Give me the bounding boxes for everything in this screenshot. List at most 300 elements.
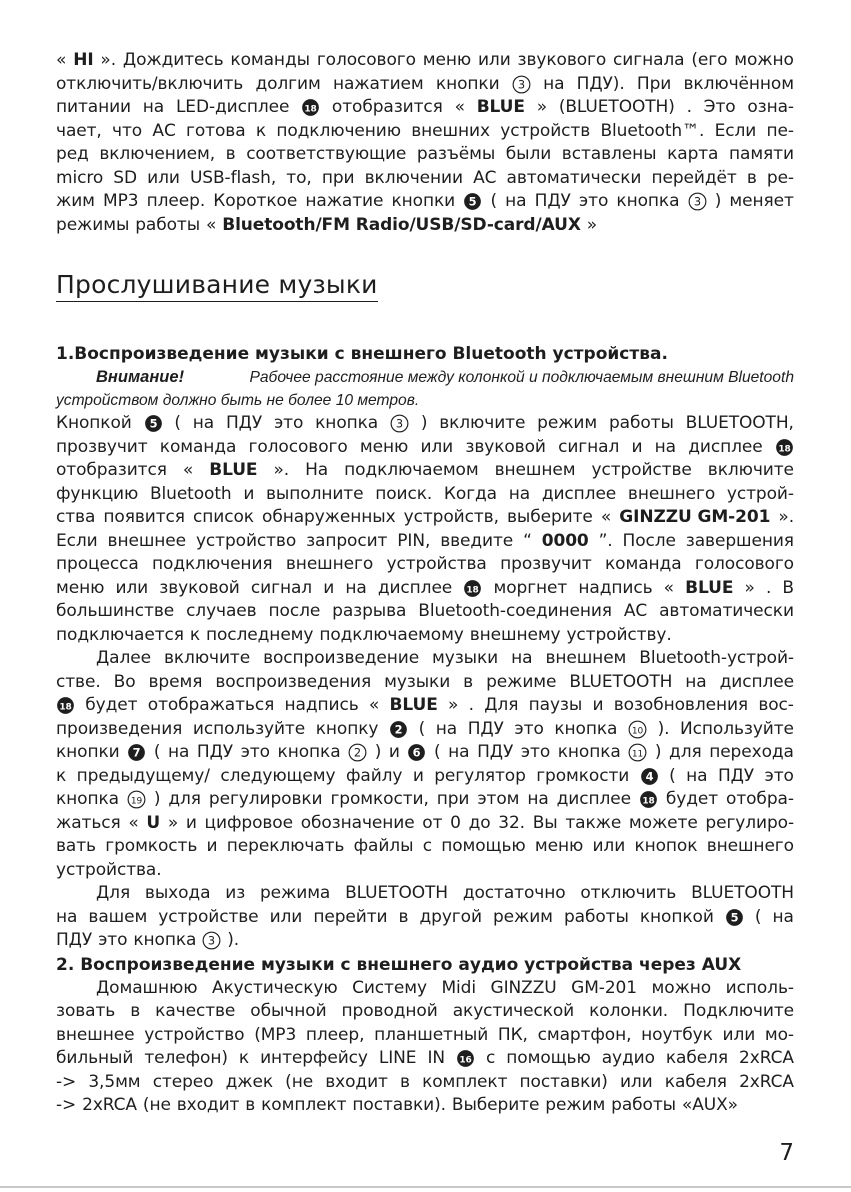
word: (не bbox=[142, 1095, 171, 1115]
word: регулиро- bbox=[705, 812, 794, 833]
word: внешнему bbox=[469, 624, 561, 645]
page-number: 7 bbox=[779, 1140, 794, 1166]
word: Bluetooth™. bbox=[600, 120, 705, 141]
filled-circle-number-icon bbox=[127, 743, 146, 762]
word: акустической bbox=[452, 1001, 575, 1021]
word: это bbox=[98, 930, 128, 950]
filled-circle-number-icon bbox=[463, 192, 482, 211]
word: включением, bbox=[99, 144, 216, 164]
word: стве. bbox=[56, 671, 101, 692]
word: ПДУ bbox=[477, 742, 514, 762]
word: ПДУ bbox=[467, 718, 504, 739]
word: или bbox=[619, 1071, 653, 1092]
word: это bbox=[514, 718, 544, 739]
circle-number-text: 3 bbox=[395, 416, 404, 431]
outlined-circle-number-icon bbox=[390, 414, 409, 433]
warning-text-line2: устройством должно быть не более 10 метров. bbox=[56, 392, 420, 409]
word: перехода bbox=[709, 742, 794, 762]
word: нажатием bbox=[332, 73, 424, 94]
word: команды bbox=[230, 50, 310, 70]
word: сигнал bbox=[250, 577, 313, 598]
word: отобразится bbox=[56, 460, 167, 480]
word: большинстве bbox=[56, 601, 175, 621]
word: голосового bbox=[316, 50, 416, 70]
word: Midi bbox=[441, 977, 476, 998]
word: памяти bbox=[729, 144, 794, 164]
word: это bbox=[578, 191, 609, 211]
word: на bbox=[511, 648, 533, 668]
word: громкость bbox=[105, 836, 198, 856]
word: этом bbox=[477, 789, 520, 809]
word: 2xRCA bbox=[82, 1095, 137, 1115]
text-line bbox=[56, 49, 794, 73]
word: произведения bbox=[56, 718, 183, 739]
word: устройство bbox=[144, 1024, 245, 1045]
word: голосового bbox=[248, 436, 348, 457]
word: ». bbox=[273, 460, 290, 480]
outlined-circle-number-icon bbox=[512, 75, 531, 94]
bluetooth-paragraph-3 bbox=[56, 882, 794, 953]
text-line bbox=[56, 929, 794, 953]
word: прозвучит bbox=[500, 554, 592, 574]
word: ства bbox=[56, 507, 96, 527]
word: Короткое bbox=[213, 191, 298, 211]
word: то, bbox=[286, 167, 312, 188]
bottom-divider bbox=[0, 1186, 851, 1188]
filled-circle-number-icon bbox=[407, 743, 426, 762]
section-heading bbox=[56, 237, 794, 302]
text-line bbox=[56, 694, 794, 718]
word: смартфон, bbox=[537, 1024, 632, 1045]
circle-number-text: 18 bbox=[642, 796, 655, 807]
word: на bbox=[56, 906, 78, 927]
word: Домашнюю bbox=[96, 977, 198, 998]
word: дисплее bbox=[688, 436, 763, 457]
word: процесса bbox=[56, 554, 139, 574]
word: предыдущему/ bbox=[76, 765, 210, 786]
word: « bbox=[56, 50, 67, 70]
word: BLUETOOTH, bbox=[685, 413, 794, 433]
filled-circle-number-icon bbox=[456, 1049, 475, 1068]
text-line bbox=[56, 1094, 794, 1118]
word: В bbox=[782, 577, 794, 598]
word: ) bbox=[374, 742, 382, 762]
word: цифровое bbox=[204, 812, 293, 833]
word: кнопка bbox=[554, 718, 618, 739]
word: . bbox=[765, 577, 772, 598]
outlined-circle-number-icon bbox=[628, 720, 647, 739]
warning-note-line2 bbox=[56, 389, 794, 412]
word: аудио bbox=[601, 1048, 655, 1068]
word: бильный bbox=[56, 1048, 134, 1068]
word: ( bbox=[490, 191, 497, 211]
word: команда bbox=[605, 554, 682, 574]
word: голосового bbox=[694, 554, 794, 574]
word: готова bbox=[186, 120, 246, 141]
word: ) bbox=[420, 413, 428, 433]
filled-circle-number-icon bbox=[301, 98, 320, 117]
circle-number-text: 5 bbox=[149, 416, 157, 431]
word: на bbox=[345, 577, 367, 598]
word: 3,5мм bbox=[88, 1071, 141, 1092]
word: устройства bbox=[386, 554, 487, 574]
word: можно bbox=[734, 50, 794, 70]
word: ПК, bbox=[497, 1024, 528, 1045]
word: . bbox=[686, 97, 692, 117]
filled-circle-number-icon bbox=[56, 696, 75, 715]
word: ПДУ bbox=[225, 413, 263, 433]
circle-number-text: 4 bbox=[645, 769, 654, 784]
heading-listening-music: Прослушивание музыки bbox=[56, 270, 378, 302]
word: -> bbox=[56, 1095, 77, 1115]
word: внешнего bbox=[706, 836, 794, 856]
bluetooth-paragraph-2 bbox=[56, 647, 794, 882]
text-line bbox=[56, 812, 794, 836]
word: на bbox=[654, 436, 677, 457]
text-line bbox=[56, 483, 794, 507]
aux-paragraph bbox=[56, 977, 794, 1118]
word: это bbox=[240, 742, 270, 762]
word: что bbox=[112, 120, 143, 141]
word: пе- bbox=[766, 120, 794, 141]
word: устройств bbox=[500, 120, 591, 141]
word: (BLUETOOTH) bbox=[558, 97, 675, 117]
word: отключить bbox=[580, 883, 677, 903]
circle-number-text: 18 bbox=[59, 702, 72, 713]
word: следующему bbox=[220, 765, 336, 786]
word: Bluetooth-соединения bbox=[418, 601, 612, 621]
word: режим bbox=[537, 413, 598, 433]
word: 32. bbox=[498, 812, 525, 833]
word: воспроизведение bbox=[263, 648, 420, 668]
word: вашем bbox=[88, 906, 148, 927]
word: отключить/включить bbox=[56, 73, 244, 94]
word: подключения bbox=[152, 554, 273, 574]
word: моргнет bbox=[493, 577, 568, 598]
warning-note-line1 bbox=[56, 366, 794, 389]
word: при bbox=[321, 167, 355, 188]
word: Если bbox=[56, 530, 98, 551]
text-line bbox=[56, 647, 794, 671]
word: интерфейсу bbox=[260, 1048, 368, 1068]
word: (не bbox=[285, 1071, 314, 1092]
text-line bbox=[56, 190, 794, 214]
word: будет bbox=[665, 789, 719, 809]
word: в bbox=[398, 906, 409, 927]
word: кнопок bbox=[634, 836, 698, 856]
word: входит bbox=[325, 1071, 388, 1092]
word: поиск. bbox=[375, 483, 433, 504]
word: кабеля bbox=[665, 1048, 729, 1068]
text-line bbox=[56, 1024, 794, 1048]
word: и bbox=[412, 765, 424, 786]
word: или bbox=[269, 906, 303, 927]
word: ред bbox=[56, 144, 89, 164]
word: и bbox=[323, 577, 335, 598]
word: Систему bbox=[352, 977, 427, 998]
word: работы bbox=[563, 906, 629, 927]
word: . bbox=[468, 695, 474, 715]
word: на bbox=[686, 765, 708, 786]
word: ”. bbox=[598, 530, 613, 551]
text-line bbox=[56, 167, 794, 191]
word: были bbox=[505, 144, 552, 164]
word: или bbox=[592, 836, 626, 856]
word: проводной bbox=[341, 1001, 438, 1021]
word: меню bbox=[422, 50, 472, 70]
word: « bbox=[205, 214, 217, 235]
word: 0 bbox=[450, 812, 461, 833]
word: карта bbox=[667, 144, 719, 164]
word: исполь- bbox=[725, 977, 794, 998]
word: с bbox=[422, 836, 432, 856]
word: надпись bbox=[578, 577, 653, 598]
word: внешнее bbox=[56, 1024, 135, 1045]
circle-number-text: 10 bbox=[631, 726, 644, 737]
word: это bbox=[764, 765, 794, 786]
word: Далее bbox=[96, 648, 151, 668]
word: можете bbox=[628, 812, 698, 833]
warning-label: Внимание! bbox=[96, 368, 185, 386]
word: выберите bbox=[507, 507, 593, 527]
text-line bbox=[56, 765, 794, 789]
word: возобновления bbox=[613, 695, 749, 715]
word: Вы bbox=[532, 812, 558, 833]
word: дисплее bbox=[556, 789, 631, 809]
word: обозначение bbox=[300, 812, 415, 833]
word: для bbox=[168, 789, 201, 809]
word: При bbox=[636, 73, 672, 94]
word: ) bbox=[654, 742, 662, 762]
circle-number-text: 7 bbox=[132, 745, 141, 760]
word: Во bbox=[113, 671, 136, 692]
word: режим bbox=[492, 906, 553, 927]
text-line bbox=[56, 671, 794, 695]
word: Выберите bbox=[451, 1095, 540, 1115]
word: в bbox=[245, 1095, 256, 1115]
word: на bbox=[505, 191, 527, 211]
word: к bbox=[56, 765, 67, 786]
word: введите bbox=[440, 530, 514, 551]
word: режиме bbox=[486, 671, 557, 692]
word: вать bbox=[56, 836, 96, 856]
word: Подключите bbox=[683, 1001, 794, 1021]
word: команда bbox=[159, 436, 237, 457]
text-line bbox=[56, 577, 794, 601]
word: перейдёт bbox=[651, 167, 737, 188]
text-line bbox=[56, 859, 794, 883]
word: внешнем bbox=[545, 648, 627, 668]
word: работы bbox=[135, 214, 201, 235]
word: завершения bbox=[685, 530, 794, 551]
word: вос- bbox=[758, 695, 794, 715]
word: АС bbox=[623, 601, 648, 621]
word: кнопки bbox=[435, 73, 500, 94]
text-line bbox=[56, 835, 794, 859]
word: в bbox=[463, 671, 474, 692]
word: » bbox=[586, 214, 598, 235]
word: кнопка bbox=[557, 742, 621, 762]
word: отображаться bbox=[147, 695, 275, 715]
word: при bbox=[436, 789, 470, 809]
word: На bbox=[305, 460, 329, 480]
bold-text: 0000 bbox=[541, 530, 589, 551]
word: до bbox=[468, 812, 491, 833]
word: мо- bbox=[764, 1024, 794, 1045]
word: входит bbox=[176, 1095, 240, 1115]
word: подключаемому bbox=[319, 624, 464, 645]
word: «AUX» bbox=[681, 1095, 738, 1115]
bold-text: BLUE bbox=[209, 460, 258, 480]
word: звуковой bbox=[159, 577, 240, 598]
word: ПДУ bbox=[717, 765, 755, 786]
word: BLUETOOTH bbox=[345, 883, 448, 903]
word: громкости, bbox=[330, 789, 429, 809]
word: музыки bbox=[432, 648, 499, 668]
word: используйте bbox=[192, 718, 306, 739]
word: ( bbox=[153, 742, 161, 762]
circle-number-text: 5 bbox=[468, 194, 477, 209]
word: комплект bbox=[261, 1095, 347, 1115]
word: выхода bbox=[144, 883, 211, 903]
bold-text: BLUE bbox=[476, 97, 525, 117]
word: включите bbox=[707, 460, 794, 480]
circle-number-text: 18 bbox=[778, 444, 791, 455]
word: на bbox=[772, 906, 794, 927]
word: планшетный bbox=[374, 1024, 489, 1045]
word: на bbox=[527, 789, 549, 809]
word: кнопкой bbox=[639, 906, 714, 927]
word: ( bbox=[434, 742, 441, 762]
word: ( bbox=[174, 413, 181, 433]
word: « bbox=[182, 460, 194, 480]
word: в bbox=[746, 167, 757, 188]
word: внешнего bbox=[627, 483, 716, 504]
word: помощью bbox=[441, 836, 526, 856]
bold-text: BLUE bbox=[685, 577, 734, 598]
word: кнопки bbox=[56, 742, 120, 762]
word: или bbox=[477, 50, 511, 70]
word: PIN, bbox=[397, 530, 431, 551]
word: стерео bbox=[152, 1071, 214, 1092]
word: надпись bbox=[284, 695, 359, 715]
word: дисплее bbox=[541, 483, 617, 504]
word: ноутбук bbox=[641, 1024, 713, 1045]
word: долгим bbox=[255, 73, 321, 94]
outlined-circle-number-icon bbox=[127, 790, 146, 809]
word: ПДУ bbox=[534, 191, 571, 211]
warning-text-line1: Рабочее расстояние между колонкой и подключаемым внешним Bluetooth bbox=[249, 369, 794, 386]
word: LINE bbox=[378, 1048, 417, 1068]
circle-number-text: 2 bbox=[394, 722, 403, 737]
word: звукового bbox=[517, 50, 607, 70]
bold-text: U bbox=[146, 812, 161, 833]
word: режима bbox=[259, 883, 331, 903]
word: Bluetooth bbox=[149, 483, 232, 504]
word: меняет bbox=[729, 191, 794, 211]
filled-circle-number-icon bbox=[144, 414, 163, 433]
word: сигнал bbox=[558, 436, 620, 457]
bold-text: GINZZU GM-201 bbox=[619, 507, 771, 527]
word: внешнее bbox=[107, 530, 187, 551]
word: это bbox=[520, 742, 551, 762]
text-line bbox=[56, 741, 794, 765]
word: устройству. bbox=[566, 624, 672, 645]
text-line bbox=[56, 1047, 794, 1071]
text-line bbox=[56, 143, 794, 167]
word: достаточно bbox=[462, 883, 566, 903]
word: выполните bbox=[266, 483, 364, 504]
word: ). bbox=[657, 718, 670, 739]
word: регулировки bbox=[208, 789, 323, 809]
word: устройстве bbox=[158, 906, 259, 927]
word: джек bbox=[225, 1071, 274, 1092]
word: подключаемом bbox=[344, 460, 479, 480]
outlined-circle-number-icon bbox=[202, 931, 221, 950]
word: » bbox=[536, 97, 548, 117]
word: -> bbox=[56, 1071, 77, 1092]
word: BLUETOOTH bbox=[691, 883, 794, 903]
word: дисплее bbox=[377, 577, 453, 598]
word: и bbox=[592, 695, 604, 715]
circle-number-text: 6 bbox=[412, 745, 421, 760]
word: в bbox=[399, 1071, 410, 1092]
text-line bbox=[56, 412, 794, 436]
word: Для bbox=[484, 695, 519, 715]
word: подключается bbox=[56, 624, 184, 645]
outlined-circle-number-icon bbox=[628, 743, 647, 762]
text-line bbox=[56, 120, 794, 144]
word: устройстве bbox=[591, 460, 692, 480]
word: на bbox=[685, 671, 707, 692]
word: кнопка bbox=[56, 789, 119, 809]
word: файлы bbox=[353, 836, 414, 856]
word: прозвучит bbox=[56, 436, 148, 457]
word: кнопка bbox=[277, 742, 341, 762]
word: автоматически bbox=[659, 601, 794, 621]
word: случаев bbox=[186, 601, 257, 621]
text-line bbox=[56, 436, 794, 460]
word: меню bbox=[56, 577, 105, 598]
word: (его bbox=[691, 50, 728, 70]
word: внешнего bbox=[285, 554, 374, 574]
word: файлу bbox=[345, 765, 403, 786]
word: ПДУ bbox=[196, 742, 234, 762]
word: ( bbox=[418, 718, 426, 739]
word: “ bbox=[523, 530, 532, 551]
filled-circle-number-icon bbox=[389, 720, 408, 739]
word: список bbox=[192, 507, 254, 527]
bold-text: BLUE bbox=[389, 695, 438, 715]
word: функцию bbox=[56, 483, 139, 504]
text-line bbox=[56, 600, 794, 624]
word: USB-flash, bbox=[189, 167, 277, 188]
outlined-circle-number-icon bbox=[348, 743, 367, 762]
text-line bbox=[56, 73, 794, 97]
word: » bbox=[167, 812, 179, 833]
circle-number-text: 3 bbox=[693, 194, 701, 209]
word: сигнала bbox=[613, 50, 685, 70]
circle-number-text: 5 bbox=[730, 910, 739, 925]
word: ). bbox=[227, 930, 240, 950]
word: меню bbox=[359, 436, 409, 457]
word: ре- bbox=[766, 167, 794, 188]
word: плеер. bbox=[146, 191, 206, 211]
word: » bbox=[744, 577, 755, 598]
word: АС bbox=[152, 120, 176, 141]
word: кнопка bbox=[315, 413, 379, 433]
filled-circle-number-icon bbox=[639, 790, 658, 809]
